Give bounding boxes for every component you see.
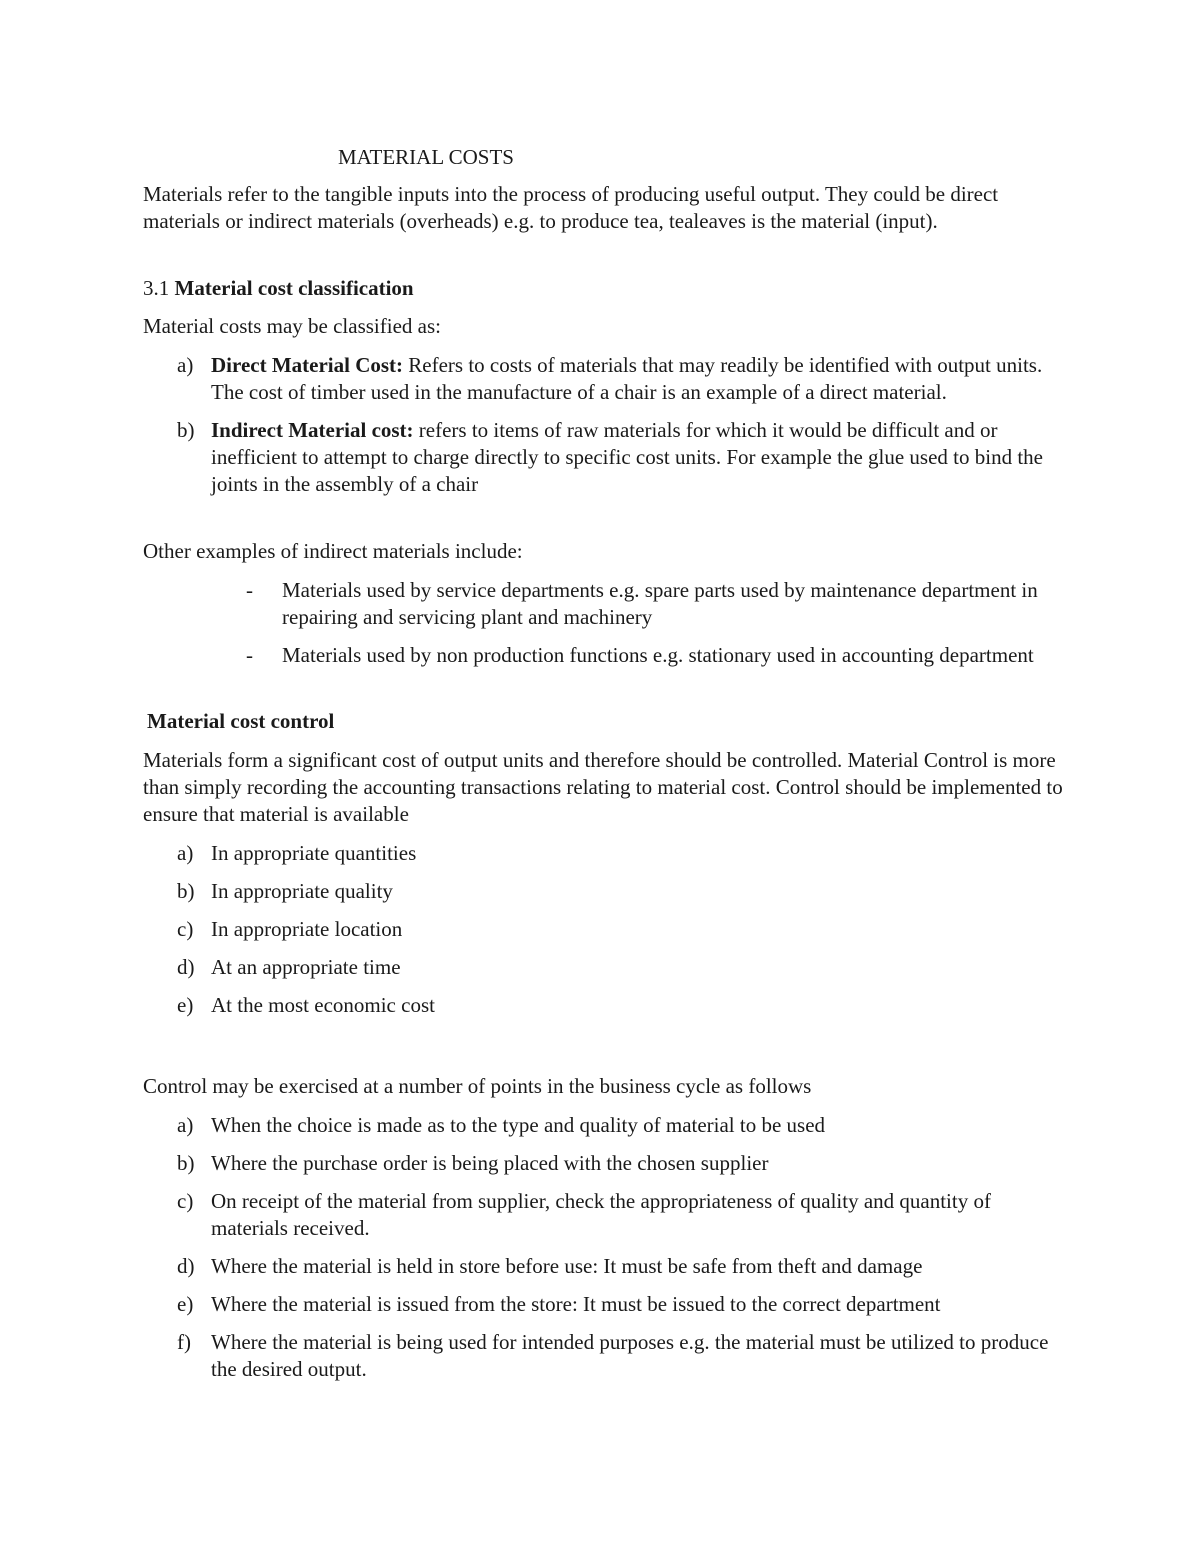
list-item-text: On receipt of the material from supplier, check the appropriateness of quality and quantity of materials received. — [211, 1189, 991, 1240]
list-item-text: Materials used by service departments e.g. spare parts used by maintenance department in repairing and servicing plant and machinery — [282, 578, 1038, 629]
control-paragraph: Materials form a significant cost of output units and therefore should be controlled. Material Control is more than simply recording the accounting transactions relating to material cost. Control should be implemented to ensure that material is available — [143, 748, 1063, 826]
cycle-list — [143, 1112, 1063, 1394]
list-item — [143, 352, 1063, 406]
cycle-lead: Control may be exercised at a number of points in the business cycle as follows — [143, 1074, 812, 1098]
list-item — [143, 417, 1063, 498]
list-item-text: In appropriate quality — [211, 879, 393, 903]
term-definition: Refers to costs of materials that may readily be identified with output units. The cost of timber used in the manufacture of a chair is an example of a direct material. — [211, 353, 1043, 404]
list-label: a) — [177, 353, 194, 377]
intro-paragraph: Materials refer to the tangible inputs into the process of producing useful output. They could be direct materials or indirect materials (overheads) e.g. to produce tea, tealeaves is the material (input). — [143, 182, 999, 233]
list-label: a) — [177, 1113, 194, 1137]
section-number: 3.1 — [143, 276, 175, 300]
control-list — [143, 840, 1063, 1030]
list-item-text: At an appropriate time — [211, 955, 401, 979]
term-direct: Direct Material Cost: — [211, 353, 404, 377]
list-item — [143, 642, 1063, 669]
list-item-text: Where the material is issued from the store: It must be issued to the correct department — [211, 1292, 941, 1316]
list-item-text: When the choice is made as to the type and quality of material to be used — [211, 1113, 826, 1137]
page-title: MATERIAL COSTS — [338, 145, 514, 169]
list-item — [143, 1253, 1063, 1280]
list-item — [143, 954, 1063, 981]
term-indirect: Indirect Material cost: — [211, 418, 414, 442]
list-item — [143, 1291, 1063, 1318]
indirect-examples-lead: Other examples of indirect materials include: — [143, 539, 523, 563]
classification-list — [143, 352, 1063, 509]
list-label: d) — [177, 1254, 195, 1278]
dash-bullet: - — [246, 643, 253, 667]
list-label: c) — [177, 917, 194, 941]
list-item — [143, 1150, 1063, 1177]
list-label: e) — [177, 993, 194, 1017]
dash-bullet: - — [246, 578, 253, 602]
list-item-text: Where the purchase order is being placed with the chosen supplier — [211, 1151, 769, 1175]
list-item-text: In appropriate location — [211, 917, 403, 941]
section-heading-classification — [143, 275, 1063, 302]
list-label: b) — [177, 418, 195, 442]
list-item-text: At the most economic cost — [211, 993, 435, 1017]
term-definition: refers to items of raw materials for which it would be difficult and or inefficient to attempt to charge directly to specific cost units. For example the glue used to bind the joints in the assembly of a chair — [211, 418, 1044, 496]
list-item-text: Where the material is held in store before use: It must be safe from theft and damage — [211, 1254, 923, 1278]
indirect-examples-list — [143, 577, 1063, 680]
list-item — [143, 577, 1063, 631]
list-item-text: Where the material is being used for intended purposes e.g. the material must be utilized to produce the desired output. — [211, 1330, 1049, 1381]
list-label: a) — [177, 841, 194, 865]
list-label: b) — [177, 879, 195, 903]
list-item — [143, 1188, 1063, 1242]
list-item-text: Materials used by non production functions e.g. stationary used in accounting department — [282, 643, 1034, 667]
list-item — [143, 878, 1063, 905]
list-item — [143, 992, 1063, 1019]
section-heading-control: Material cost control — [147, 709, 335, 733]
list-item — [143, 916, 1063, 943]
classification-lead: Material costs may be classified as: — [143, 314, 441, 338]
list-label: e) — [177, 1292, 194, 1316]
section-title: Material cost classification — [174, 276, 414, 300]
list-item — [143, 840, 1063, 867]
list-label: f) — [177, 1330, 191, 1354]
list-item — [143, 1112, 1063, 1139]
list-item-text: In appropriate quantities — [211, 841, 417, 865]
list-label: b) — [177, 1151, 195, 1175]
list-label: c) — [177, 1189, 194, 1213]
list-item — [143, 1329, 1063, 1383]
list-label: d) — [177, 955, 195, 979]
